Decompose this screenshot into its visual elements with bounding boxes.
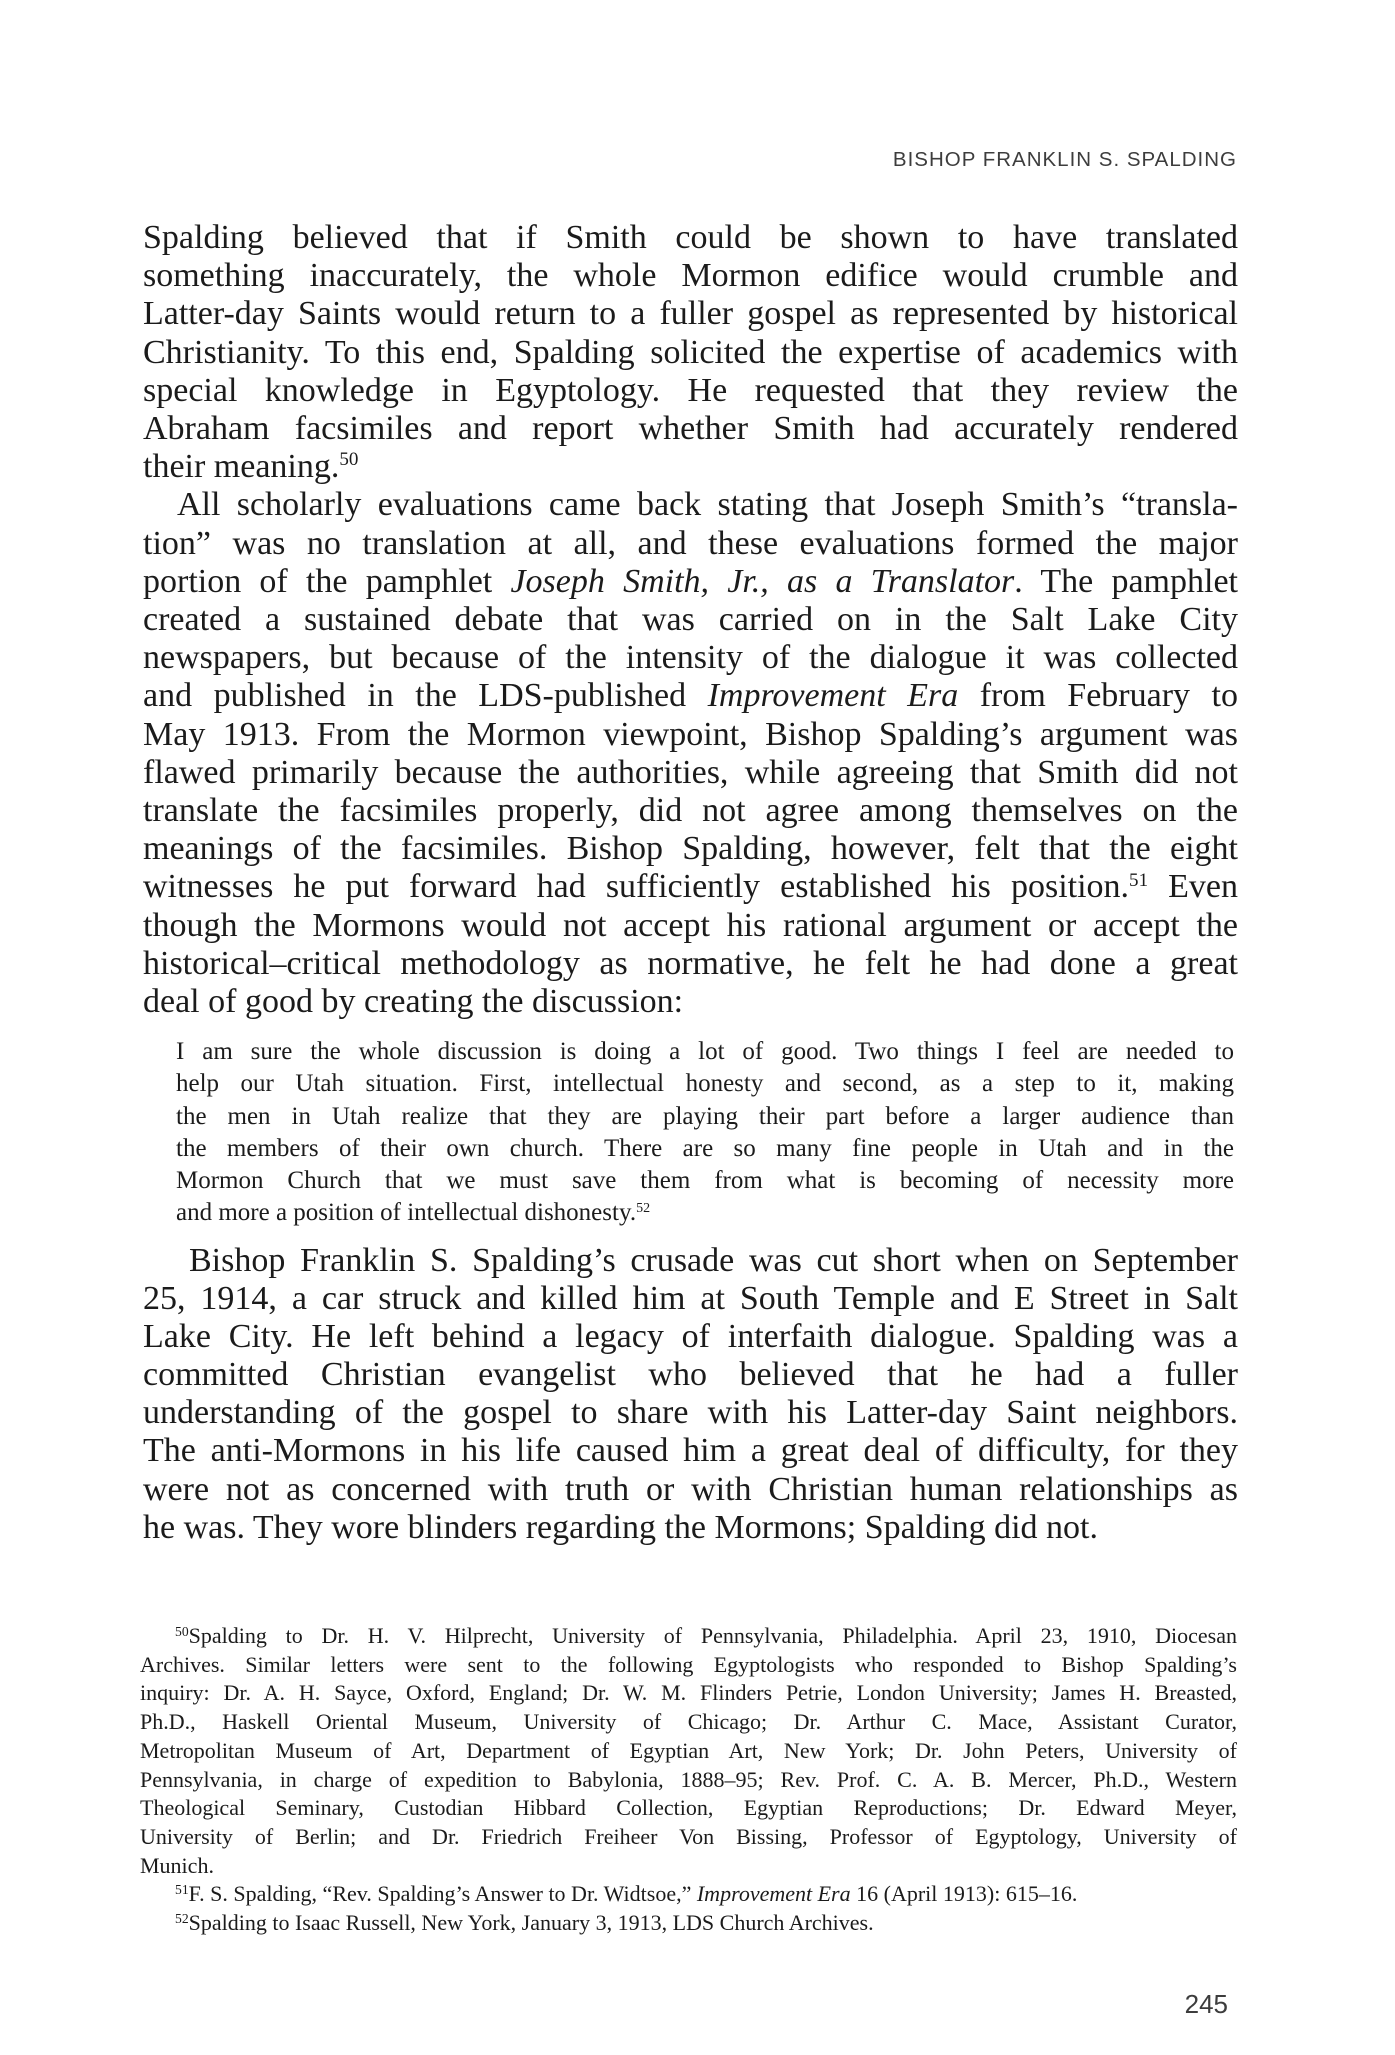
paragraph-1: [143, 219, 1238, 486]
line-text: and more a position of intellectual dishonesty.: [176, 1199, 637, 1227]
paragraph-2: [143, 486, 1238, 1021]
paragraph-line: [143, 868, 1238, 906]
running-head: BISHOP FRANKLIN S. SPALDING: [892, 148, 1237, 171]
paragraph-line: committed Christian evangelist who believed that he had a fuller: [143, 1356, 1238, 1394]
line-text: F. S. Spalding, “Rev. Spalding’s Answer to Dr. Widtsoe,”: [188, 1881, 697, 1907]
paragraph-line: [143, 448, 1238, 486]
footnote-50: [140, 1622, 1237, 1880]
footnote-line: Ph.D., Haskell Oriental Museum, University of Chicago; Dr. Arthur C. Mace, Assistant Curator,: [140, 1709, 1237, 1735]
paragraph-line: [143, 563, 1238, 601]
line-text: Even: [1148, 868, 1238, 906]
paragraph-line: Bishop Franklin S. Spalding’s crusade was cut short when on September: [189, 1242, 1238, 1279]
line-text: portion of the pamphlet: [143, 562, 511, 600]
footnote-52: [140, 1909, 1237, 1938]
footnote-line: Archives. Similar letters were sent to the following Egyptologists who responded to Bishop Spalding’s: [140, 1651, 1237, 1677]
paragraph-line: 25, 1914, a car struck and killed him at South Temple and E Street in Salt: [143, 1280, 1238, 1318]
footnote-ref-52: 52: [636, 1200, 651, 1216]
line-text: . The pamphlet: [1014, 562, 1238, 600]
line-text: 16 (April 1913): 615–16.: [850, 1881, 1078, 1907]
footnote-line: inquiry: Dr. A. H. Sayce, Oxford, England; Dr. W. M. Flinders Petrie, London University; James H. Breasted,: [140, 1680, 1237, 1706]
pamphlet-title: Joseph Smith, Jr., as a Translator: [510, 562, 1015, 600]
paragraph-line: All scholarly evaluations came back stating that Joseph Smith’s “transla-: [177, 486, 1238, 524]
quote-line: Mormon Church that we must save them from what is becoming of necessity more: [176, 1167, 1234, 1195]
footnote-line: Pennsylvania, in charge of expedition to Babylonia, 1888–95; Rev. Prof. C. A. B. Mercer, Ph.D., Western: [140, 1766, 1237, 1792]
paragraph-line: something inaccurately, the whole Mormon edifice would crumble and: [143, 257, 1238, 295]
periodical-title: Improvement Era: [707, 677, 959, 715]
block-quote: [176, 1036, 1234, 1230]
line-text: their meaning.: [143, 448, 340, 486]
paragraph-line: Latter-day Saints would return to a fuller gospel as represented by historical: [143, 295, 1238, 333]
paragraph-line: understanding of the gospel to share with his Latter-day Saint neighbors.: [143, 1394, 1238, 1432]
page-number: 245: [1184, 1989, 1228, 2019]
paragraph-line: Spalding believed that if Smith could be shown to have translated: [143, 219, 1238, 256]
paragraph-3: [143, 1242, 1238, 1547]
footnote-line: Theological Seminary, Custodian Hibbard Collection, Egyptian Reproductions; Dr. Edward Meyer,: [140, 1795, 1237, 1821]
paragraph-line: Abraham facsimiles and report whether Smith had accurately rendered: [143, 410, 1238, 448]
footnote-marker: 51: [175, 1881, 189, 1897]
paragraph-line: [143, 677, 1238, 715]
footnote-marker: 50: [175, 1623, 189, 1639]
footnote-51: [140, 1880, 1237, 1909]
paragraph-line: flawed primarily because the authorities, while agreeing that Smith did not: [143, 753, 1238, 791]
paragraph-line: deal of good by creating the discussion:: [143, 983, 684, 1021]
line-text: Spalding to Dr. H. V. Hilprecht, University of Pennsylvania, Philadelphia. April 23, 1910, Diocesan: [188, 1623, 1237, 1648]
paragraph-line: created a sustained debate that was carried on in the Salt Lake City: [143, 601, 1238, 639]
line-text: from February to: [958, 677, 1238, 715]
quote-line: [176, 1197, 1234, 1229]
footnotes: [140, 1622, 1237, 1938]
paragraph-line: were not as concerned with truth or with Christian human relationships as: [143, 1470, 1238, 1508]
footnote-ref-51: 51: [1129, 869, 1149, 891]
footnote-line: [140, 1622, 1237, 1651]
quote-line: help our Utah situation. First, intellectual honesty and second, as a step to it, making: [176, 1070, 1234, 1098]
paragraph-line: historical–critical methodology as normative, he felt he had done a great: [143, 944, 1238, 982]
paragraph-line: he was. They wore blinders regarding the Mormons; Spalding did not.: [143, 1508, 1098, 1546]
paragraph-line: meanings of the facsimiles. Bishop Spalding, however, felt that the eight: [143, 830, 1238, 868]
main-text: [143, 219, 1238, 1021]
quote-line: I am sure the whole discussion is doing a lot of good. Two things I feel are needed to: [176, 1038, 1234, 1065]
paragraph-line: The anti-Mormons in his life caused him a great deal of difficulty, for they: [143, 1432, 1238, 1470]
paragraph-line: special knowledge in Egyptology. He requested that they review the: [143, 371, 1238, 409]
footnote-line: Metropolitan Museum of Art, Department of Egyptian Art, New York; Dr. John Peters, University of: [140, 1737, 1237, 1763]
paragraph-line: tion” was no translation at all, and these evaluations formed the major: [143, 524, 1238, 562]
line-text: and published in the LDS-published: [143, 677, 708, 715]
paragraph-line: newspapers, but because of the intensity of the dialogue it was collected: [143, 639, 1238, 677]
line-text: Spalding to Isaac Russell, New York, January 3, 1913, LDS Church Archives.: [188, 1910, 874, 1936]
quote-line: the members of their own church. There are so many fine people in Utah and in the: [176, 1134, 1234, 1162]
paragraph-line: though the Mormons would not accept his rational argument or accept the: [143, 906, 1238, 944]
paragraph-line: Lake City. He left behind a legacy of interfaith dialogue. Spalding was a: [143, 1318, 1238, 1356]
paragraph-line: Christianity. To this end, Spalding solicited the expertise of academics with: [143, 333, 1238, 371]
line-text: witnesses he put forward had sufficiently established his position.: [143, 868, 1130, 906]
paragraph-line: translate the facsimiles properly, did not agree among themselves on the: [143, 792, 1238, 830]
periodical-title: Improvement Era: [696, 1881, 851, 1907]
footnote-line: University of Berlin; and Dr. Friedrich Freiheer Von Bissing, Professor of Egyptology, University of: [140, 1823, 1237, 1849]
quote-line: the men in Utah realize that they are playing their part before a larger audience than: [176, 1102, 1234, 1130]
paragraph-line: May 1913. From the Mormon viewpoint, Bishop Spalding’s argument was: [143, 715, 1238, 753]
footnote-ref-50: 50: [339, 449, 359, 471]
footnote-marker: 52: [175, 1910, 189, 1926]
footnote-line: Munich.: [140, 1852, 214, 1878]
